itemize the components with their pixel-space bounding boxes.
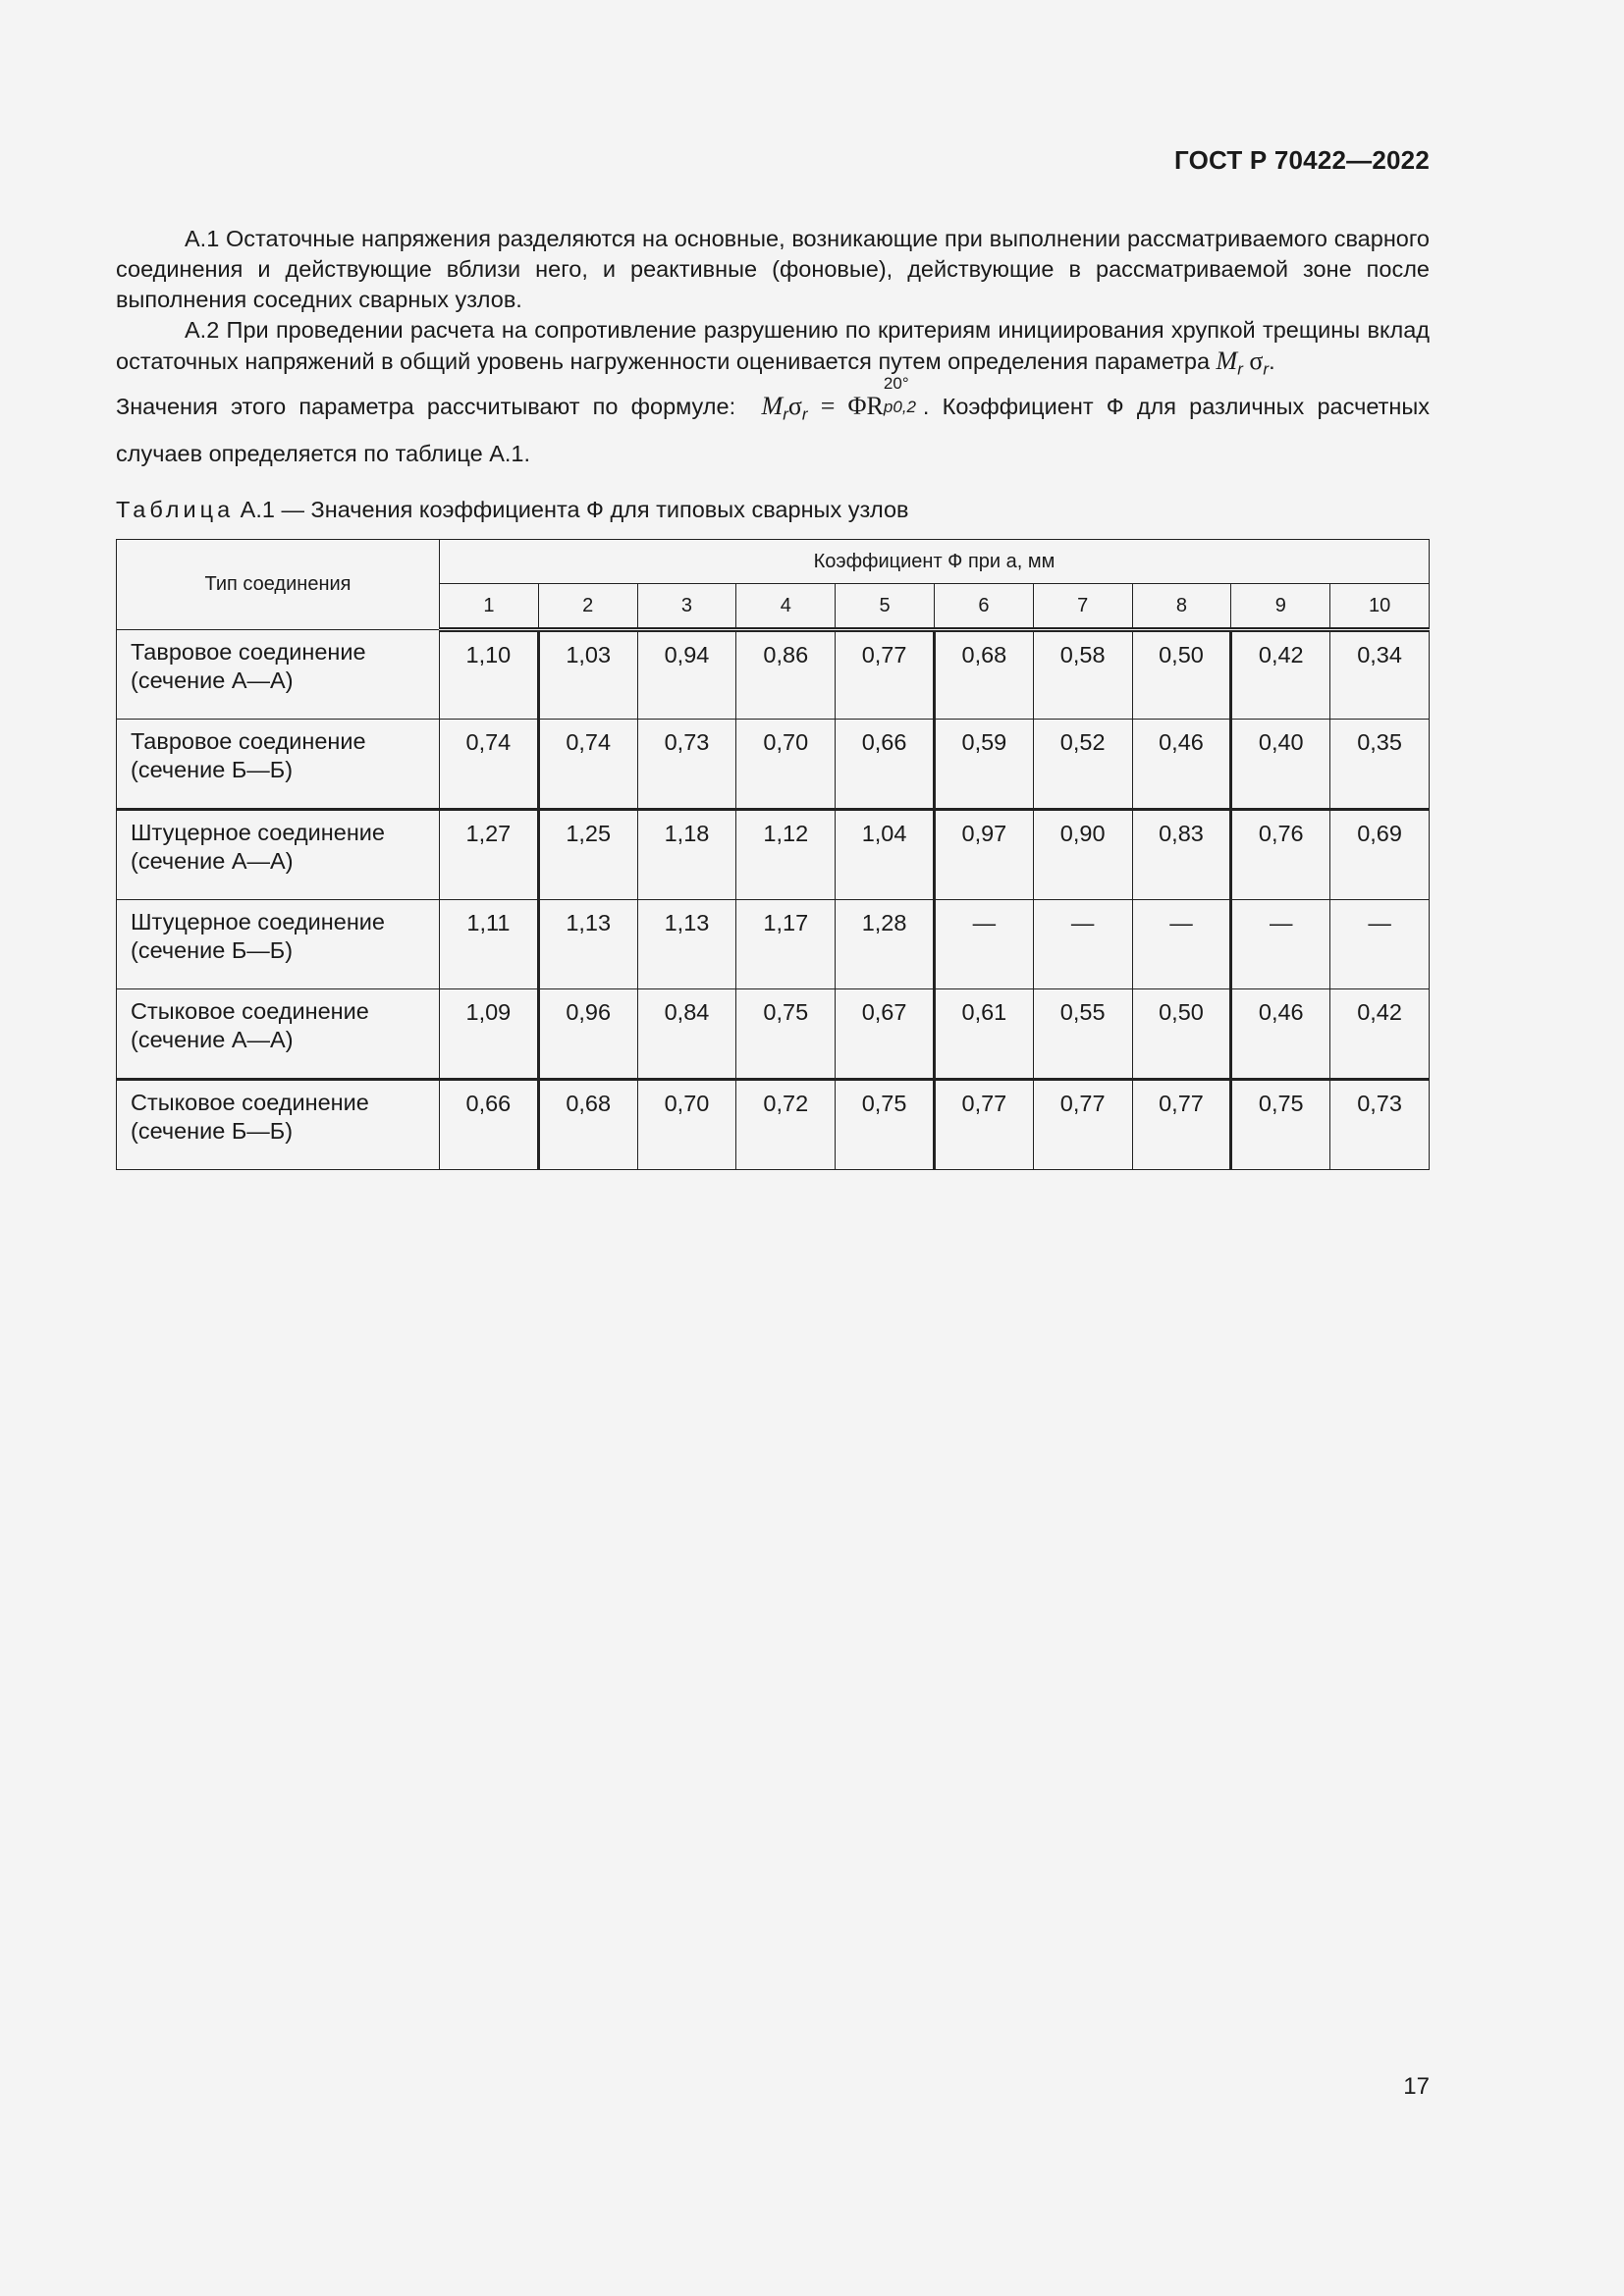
table-row xyxy=(117,810,1430,900)
coefficient-cell: 1,10 xyxy=(440,630,539,720)
formula-intro: Значения этого параметра рассчитывают по формуле: xyxy=(116,393,736,419)
table-caption-text: А.1 — Значения коэффициента Ф для типовых сварных узлов xyxy=(234,497,909,523)
coefficient-cell: 0,46 xyxy=(1231,989,1330,1080)
connection-section: (сечение Б—Б) xyxy=(131,937,294,964)
connection-name xyxy=(117,989,440,1080)
formula-sup: 20° xyxy=(883,373,909,393)
coefficient-cell: 0,77 xyxy=(1033,1080,1132,1170)
param-m: M xyxy=(1216,347,1238,375)
connection-section: (сечение Б—Б) xyxy=(131,1118,294,1145)
coefficient-cell: 0,66 xyxy=(440,1080,539,1170)
paragraph-formula xyxy=(116,373,1431,474)
coefficient-cell: 0,75 xyxy=(736,989,836,1080)
coefficient-cell: 0,61 xyxy=(934,989,1033,1080)
param-sigma-sub: r xyxy=(1263,359,1270,379)
formula-lhs: M xyxy=(761,391,784,420)
connection-type: Штуцерное соединение xyxy=(131,909,385,935)
coefficient-cell: 0,69 xyxy=(1330,810,1430,900)
coefficient-cell: 0,90 xyxy=(1033,810,1132,900)
coefficient-cell: 0,74 xyxy=(538,720,637,810)
header-a-1: 1 xyxy=(440,584,539,630)
coefficient-cell: 1,03 xyxy=(538,630,637,720)
coefficient-cell: 1,09 xyxy=(440,989,539,1080)
header-a-7: 7 xyxy=(1033,584,1132,630)
formula-lhs-sub: r xyxy=(783,404,788,424)
coefficient-cell: 0,68 xyxy=(934,630,1033,720)
table-row xyxy=(117,900,1430,989)
formula-sigma: σ xyxy=(787,391,802,420)
page-number: 17 xyxy=(1403,2073,1430,2100)
coefficient-cell: 0,34 xyxy=(1330,630,1430,720)
coefficient-cell: 0,50 xyxy=(1132,630,1231,720)
connection-name xyxy=(117,720,440,810)
header-coefficient: Коэффициент Ф при a, мм xyxy=(440,540,1430,584)
coefficient-cell: — xyxy=(934,900,1033,989)
coefficient-cell: 0,72 xyxy=(736,1080,836,1170)
coefficient-cell: 0,58 xyxy=(1033,630,1132,720)
table-caption xyxy=(116,495,1430,525)
header-a-8: 8 xyxy=(1132,584,1231,630)
coefficient-cell: 0,35 xyxy=(1330,720,1430,810)
table-row xyxy=(117,720,1430,810)
formula-sigma-sub: r xyxy=(801,404,808,424)
coefficient-cell: — xyxy=(1132,900,1231,989)
coefficient-table xyxy=(116,539,1430,1170)
coefficient-cell: 0,70 xyxy=(736,720,836,810)
coefficient-cell: 0,77 xyxy=(1132,1080,1231,1170)
param-end: . xyxy=(1269,348,1275,374)
coefficient-cell: 1,12 xyxy=(736,810,836,900)
table-row xyxy=(117,1080,1430,1170)
coefficient-cell: 0,77 xyxy=(836,630,935,720)
paragraph-a1: А.1 Остаточные напряжения разделяются на основные, возникающие при выполнении рассматриваемого сварного соединения и действующие вблизи него, и реактивные (фоновые), действующие в рассматриваемой зоне после выполнения соседних сварных узлов. xyxy=(116,226,1430,312)
formula-scripts xyxy=(883,373,923,416)
coefficient-cell: 0,52 xyxy=(1033,720,1132,810)
formula xyxy=(761,373,923,424)
coefficient-cell: 1,18 xyxy=(637,810,736,900)
coefficient-cell: — xyxy=(1231,900,1330,989)
coefficient-cell: 1,11 xyxy=(440,900,539,989)
formula-sub: p0,2 xyxy=(883,397,916,416)
table-row xyxy=(117,630,1430,720)
coefficient-cell: 0,74 xyxy=(440,720,539,810)
header-a-4: 4 xyxy=(736,584,836,630)
connection-name xyxy=(117,900,440,989)
connection-type: Стыковое соединение xyxy=(131,998,369,1025)
param-m-sub: r xyxy=(1237,359,1243,379)
coefficient-cell: 1,28 xyxy=(836,900,935,989)
coefficient-cell: — xyxy=(1033,900,1132,989)
connection-section: (сечение Б—Б) xyxy=(131,757,294,783)
header-a-10: 10 xyxy=(1330,584,1430,630)
coefficient-cell: 0,70 xyxy=(637,1080,736,1170)
coefficient-cell: 0,42 xyxy=(1330,989,1430,1080)
coefficient-cell: 0,84 xyxy=(637,989,736,1080)
coefficient-cell: — xyxy=(1330,900,1430,989)
table-body xyxy=(117,630,1430,1170)
header-a-9: 9 xyxy=(1231,584,1330,630)
connection-section: (сечение А—А) xyxy=(131,848,294,875)
coefficient-cell: 1,13 xyxy=(637,900,736,989)
connection-name xyxy=(117,1080,440,1170)
connection-name xyxy=(117,630,440,720)
coefficient-cell: 0,42 xyxy=(1231,630,1330,720)
coefficient-cell: 0,73 xyxy=(637,720,736,810)
coefficient-cell: 1,04 xyxy=(836,810,935,900)
coefficient-cell: 0,50 xyxy=(1132,989,1231,1080)
coefficient-cell: 0,97 xyxy=(934,810,1033,900)
coefficient-cell: 1,27 xyxy=(440,810,539,900)
coefficient-cell: 0,83 xyxy=(1132,810,1231,900)
coefficient-cell: 0,59 xyxy=(934,720,1033,810)
coefficient-cell: 1,25 xyxy=(538,810,637,900)
table-caption-label: Таблица xyxy=(116,497,235,523)
coefficient-cell: 1,13 xyxy=(538,900,637,989)
coefficient-cell: 0,68 xyxy=(538,1080,637,1170)
connection-type: Тавровое соединение xyxy=(131,639,366,666)
coefficient-cell: 0,94 xyxy=(637,630,736,720)
paragraph-a2 xyxy=(116,315,1430,385)
table-row xyxy=(117,989,1430,1080)
coefficient-cell: 0,55 xyxy=(1033,989,1132,1080)
document-id: ГОСТ Р 70422—2022 xyxy=(1174,145,1430,175)
header-a-5: 5 xyxy=(836,584,935,630)
coefficient-cell: 0,75 xyxy=(1231,1080,1330,1170)
header-a-3: 3 xyxy=(637,584,736,630)
coefficient-cell: 0,40 xyxy=(1231,720,1330,810)
connection-type: Тавровое соединение xyxy=(131,728,366,755)
formula-after: . Коэффициент Ф для различных расчетных случаев определяется по таблице А.1. xyxy=(116,393,1431,467)
coefficient-cell: 0,66 xyxy=(836,720,935,810)
connection-section: (сечение А—А) xyxy=(131,667,294,694)
coefficient-cell: 0,75 xyxy=(836,1080,935,1170)
coefficient-cell: 0,77 xyxy=(934,1080,1033,1170)
coefficient-cell: 0,67 xyxy=(836,989,935,1080)
connection-type: Штуцерное соединение xyxy=(131,820,385,846)
document-body xyxy=(116,224,1430,1170)
connection-type: Стыковое соединение xyxy=(131,1090,369,1116)
coefficient-cell: 0,46 xyxy=(1132,720,1231,810)
coefficient-cell: 0,76 xyxy=(1231,810,1330,900)
coefficient-cell: 0,73 xyxy=(1330,1080,1430,1170)
header-a-2: 2 xyxy=(538,584,637,630)
connection-name xyxy=(117,810,440,900)
formula-rhs: = ΦR xyxy=(807,391,884,420)
param-sigma: σ xyxy=(1242,347,1264,375)
header-connection-type: Тип соединения xyxy=(117,540,440,630)
paragraph-a2-text: А.2 При проведении расчета на сопротивление разрушению по критериям инициирования хрупкой трещины вклад остаточных напряжений в общий уровень нагруженности оценивается путем определения параметра xyxy=(116,317,1430,374)
coefficient-cell: 0,96 xyxy=(538,989,637,1080)
coefficient-cell: 0,86 xyxy=(736,630,836,720)
coefficient-cell: 1,17 xyxy=(736,900,836,989)
connection-section: (сечение А—А) xyxy=(131,1027,294,1053)
header-a-6: 6 xyxy=(934,584,1033,630)
